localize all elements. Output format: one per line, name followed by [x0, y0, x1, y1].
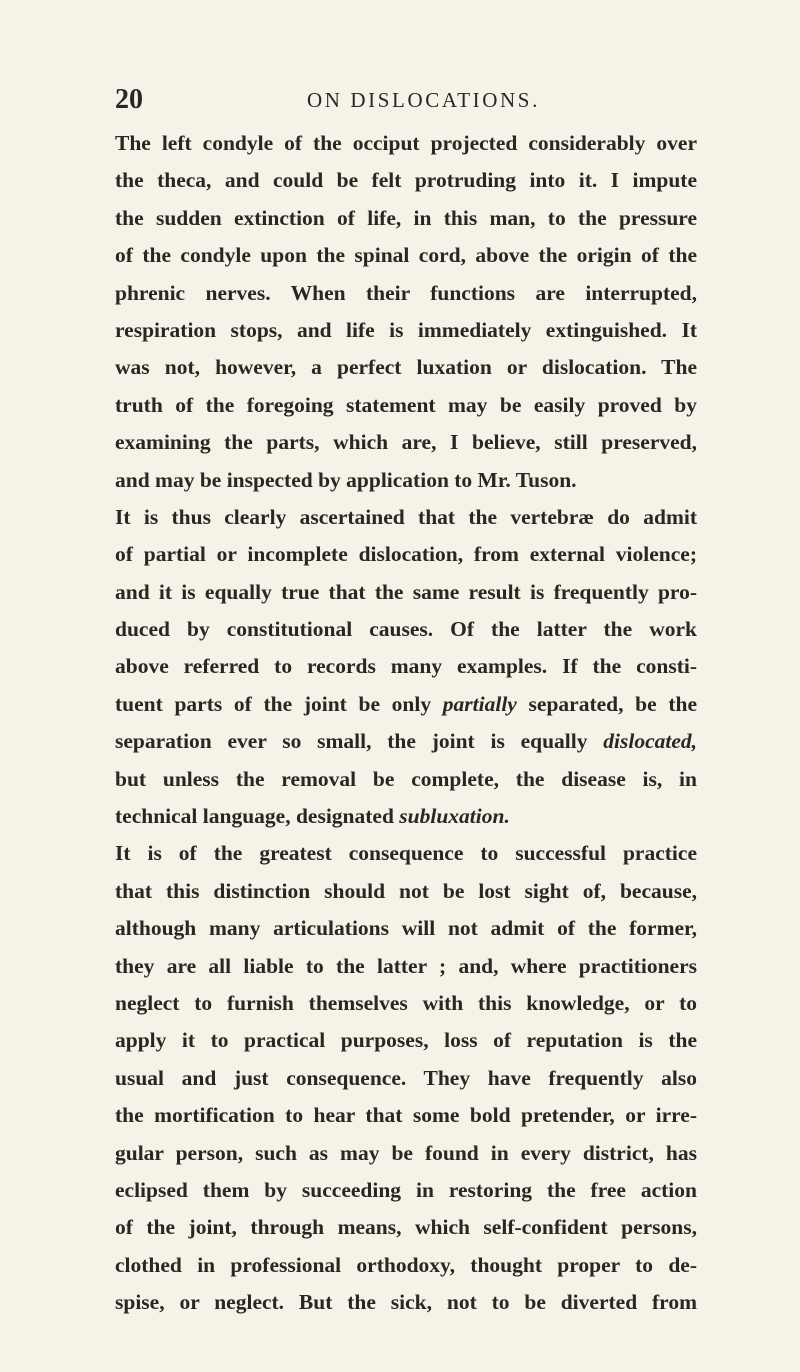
text-line: [115, 723, 697, 760]
text-line: neglect to furnish themselves with this knowledge, or to: [115, 990, 697, 1015]
text-line: apply it to practical purposes, loss of reputation is the: [115, 1028, 697, 1053]
text-line: examining the parts, which are, I believe, still preserved,: [115, 430, 697, 455]
body-text: [115, 125, 697, 1322]
line-text: separated, be the: [516, 691, 697, 716]
italic-term: partially: [442, 691, 517, 716]
line-text: tuent parts of the joint be only: [115, 691, 443, 716]
text-line: and may be inspected by application to Mr. Tuson.: [115, 467, 577, 492]
text-line: and it is equally true that the same result is frequently pro-: [115, 579, 697, 604]
text-line: eclipsed them by succeeding in restoring the free action: [115, 1177, 697, 1202]
running-title: ON DISLOCATIONS.: [307, 88, 540, 112]
page-number: 20: [115, 84, 143, 115]
text-line: duced by constitutional causes. Of the latter the work: [115, 617, 697, 642]
text-line: above referred to records many examples. If the consti-: [115, 654, 697, 679]
text-line: the theca, and could be felt protruding into it. I impute: [115, 168, 697, 193]
text-line: gular person, such as may be found in every district, has: [115, 1140, 697, 1165]
text-line: [115, 686, 697, 723]
text-line: although many articulations will not admit of the former,: [115, 916, 697, 941]
text-line: [115, 798, 697, 835]
text-line: The left condyle of the occiput projected considerably over: [115, 131, 697, 155]
italic-term: dislocated,: [603, 729, 697, 754]
text-line: It is thus clearly ascertained that the vertebræ do admit: [115, 504, 697, 529]
text-line: phrenic nerves. When their functions are interrupted,: [115, 280, 697, 305]
text-line: the sudden extinction of life, in this man, to the pressure: [115, 205, 697, 230]
text-line: was not, however, a perfect luxation or dislocation. The: [115, 355, 697, 380]
text-line: but unless the removal be complete, the disease is, in: [115, 766, 697, 791]
text-line: usual and just consequence. They have frequently also: [115, 1065, 697, 1090]
text-line: It is of the greatest consequence to successful practice: [115, 841, 697, 866]
text-line: of the joint, through means, which self-confident persons,: [115, 1215, 697, 1240]
text-line: the mortification to hear that some bold pretender, or irre-: [115, 1103, 697, 1128]
text-line: of partial or incomplete dislocation, from external violence;: [115, 542, 697, 567]
text-line: they are all liable to the latter ; and, where practitioners: [115, 953, 697, 978]
text-line: clothed in professional orthodoxy, thought proper to de-: [115, 1252, 697, 1277]
page-header: [0, 82, 800, 118]
text-line: truth of the foregoing statement may be easily proved by: [115, 392, 697, 417]
line-text: separation ever so small, the joint is equally: [115, 729, 604, 754]
text-line: of the condyle upon the spinal cord, above the origin of the: [115, 243, 697, 268]
text-line: respiration stops, and life is immediately extinguished. It: [115, 317, 697, 342]
text-line: that this distinction should not be lost sight of, because,: [115, 878, 697, 903]
text-line: spise, or neglect. But the sick, not to be diverted from: [115, 1290, 697, 1315]
italic-term: subluxation.: [399, 804, 510, 829]
line-text: technical language, designated: [115, 804, 400, 829]
